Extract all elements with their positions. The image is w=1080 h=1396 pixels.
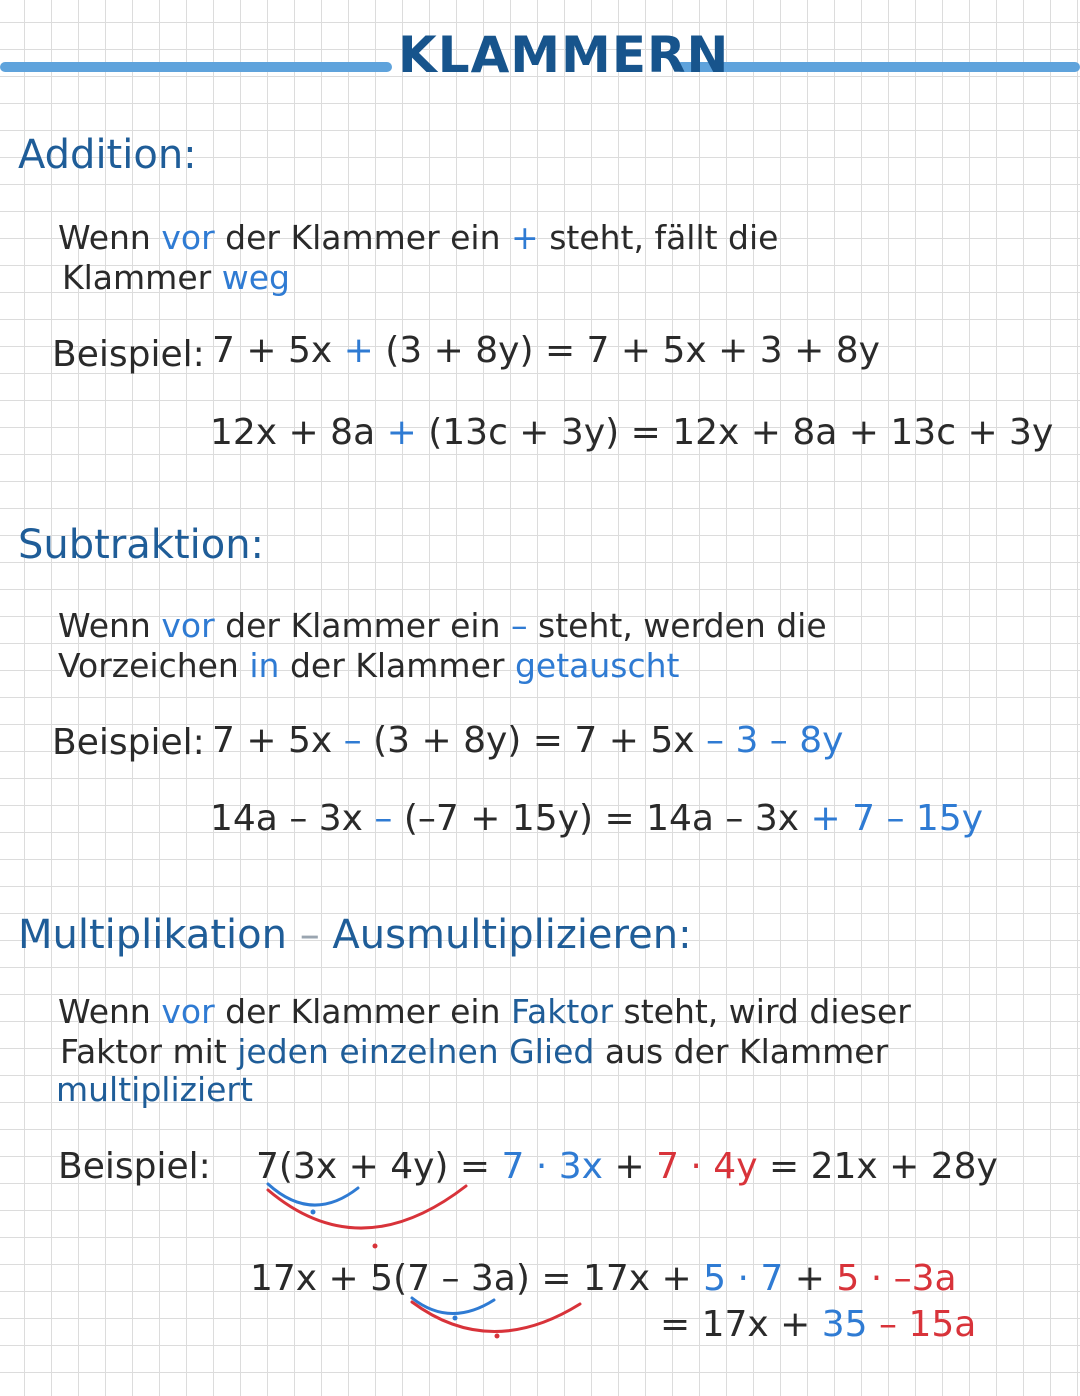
heading-subtraktion: Subtraktion:	[18, 522, 265, 568]
arc-dot-red-1	[373, 1244, 378, 1249]
subtraktion-example-2: 14a – 3x – (–7 + 15y) = 14a – 3x + 7 – 15y	[210, 798, 984, 839]
addition-beispiel-label: Beispiel:	[52, 334, 205, 375]
multiplikation-beispiel-label: Beispiel:	[58, 1146, 211, 1187]
subtraktion-rule-line2: Vorzeichen in der Klammer getauscht	[58, 646, 680, 685]
multiplikation-example-1: 7(3x + 4y) = 7 · 3x + 7 · 4y = 21x + 28y	[256, 1146, 998, 1187]
subtraktion-rule-line1: Wenn vor der Klammer ein – steht, werden die	[58, 606, 827, 645]
multiplikation-example-2-line2: = 17x + 35 – 15a	[660, 1304, 977, 1345]
multiplikation-rule-line1: Wenn vor der Klammer ein Faktor steht, wird dieser	[58, 992, 911, 1031]
addition-example-1: 7 + 5x + (3 + 8y) = 7 + 5x + 3 + 8y	[212, 330, 880, 371]
page-title: KLAMMERN	[398, 26, 730, 84]
addition-rule-line1: Wenn vor der Klammer ein + steht, fällt die	[58, 218, 779, 257]
subtraktion-beispiel-label: Beispiel:	[52, 722, 205, 763]
arc-red-2	[412, 1302, 580, 1332]
arc-dot-red-2	[495, 1334, 500, 1339]
heading-addition: Addition:	[18, 132, 197, 178]
addition-rule-line2: Klammer weg	[62, 258, 290, 297]
addition-example-2: 12x + 8a + (13c + 3y) = 12x + 8a + 13c + 3y	[210, 412, 1054, 453]
arc-dot-blue-1	[311, 1210, 316, 1215]
subtraktion-example-1: 7 + 5x – (3 + 8y) = 7 + 5x – 3 – 8y	[212, 720, 844, 761]
multiplikation-rule-line3: multipliziert	[56, 1070, 253, 1109]
arc-dot-blue-2	[453, 1316, 458, 1321]
multiplikation-example-2: 17x + 5(7 – 3a) = 17x + 5 · 7 + 5 · –3a	[250, 1258, 957, 1299]
arc-red-1	[268, 1186, 466, 1228]
multiplikation-rule-line2: Faktor mit jeden einzelnen Glied aus der Klammer	[60, 1032, 889, 1071]
heading-multiplikation: Multiplikation – Ausmultiplizieren:	[18, 912, 692, 958]
